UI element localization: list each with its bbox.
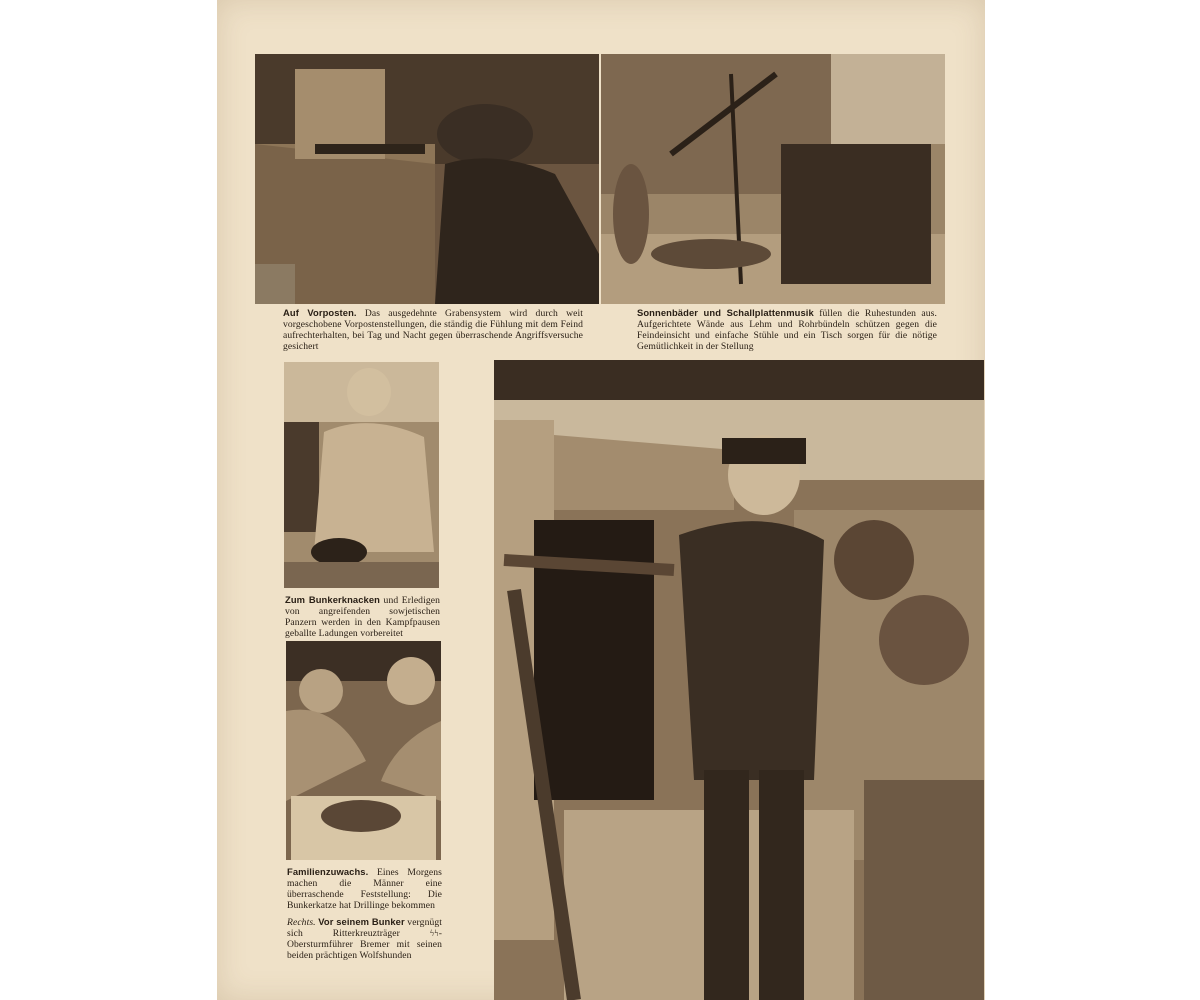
photo-officer-with-dogs bbox=[494, 360, 984, 1000]
photo-soldier-at-outpost bbox=[255, 54, 599, 304]
caption-bunkerknacken bbox=[285, 594, 440, 639]
caption-auf-vorposten bbox=[283, 307, 583, 352]
caption-title: Sonnenbäder und Schallplattenmusik bbox=[637, 307, 814, 318]
caption-text: vergnügt sich Ritterkreuzträger ϟϟ-Obersturmführer Bremer mit seinen beiden prächtigen Wolfshunden bbox=[287, 917, 443, 961]
caption-prefix: Rechts. bbox=[287, 917, 316, 928]
caption-text: füllen die Ruhestunden aus. Aufgerichtete Wände aus Lehm und Rohrbündeln schützen gegen die Feindeinsicht und einfache Stühle und ein Tisch sorgen für die nötige Gemütlichkeit in der Stellung bbox=[637, 308, 938, 352]
caption-vor-seinem-bunker bbox=[287, 916, 442, 961]
caption-text: Das ausgedehnte Grabensystem wird durch weit vorgeschobene Vorpostenstellungen, die ständig die Fühlung mit dem Feind aufrechterhalten, bei Tag und Nacht gegen überraschende Angriffsversuche gesichert bbox=[283, 308, 584, 352]
caption-title: Vor seinem Bunker bbox=[318, 916, 405, 927]
caption-title: Auf Vorposten. bbox=[283, 307, 357, 318]
caption-sonnenbaeder bbox=[637, 307, 937, 352]
magazine-page bbox=[217, 0, 985, 1000]
caption-familienzuwachs bbox=[287, 866, 442, 911]
photo-soldiers-resting bbox=[601, 54, 945, 304]
photo-bunker-cat-kittens bbox=[286, 641, 441, 860]
caption-title: Zum Bunkerknacken bbox=[285, 594, 380, 605]
caption-text: Eines Morgens machen die Männer eine überraschende Feststellung: Die Bunkerkatze hat Drillinge bekommen bbox=[287, 867, 443, 911]
photo-preparing-charges bbox=[284, 362, 439, 588]
caption-text: und Erledigen von angreifenden sowjetischen Panzern werden in den Kampfpausen geballte Ladungen vorbereitet bbox=[285, 595, 440, 639]
caption-title: Familienzuwachs. bbox=[287, 866, 369, 877]
